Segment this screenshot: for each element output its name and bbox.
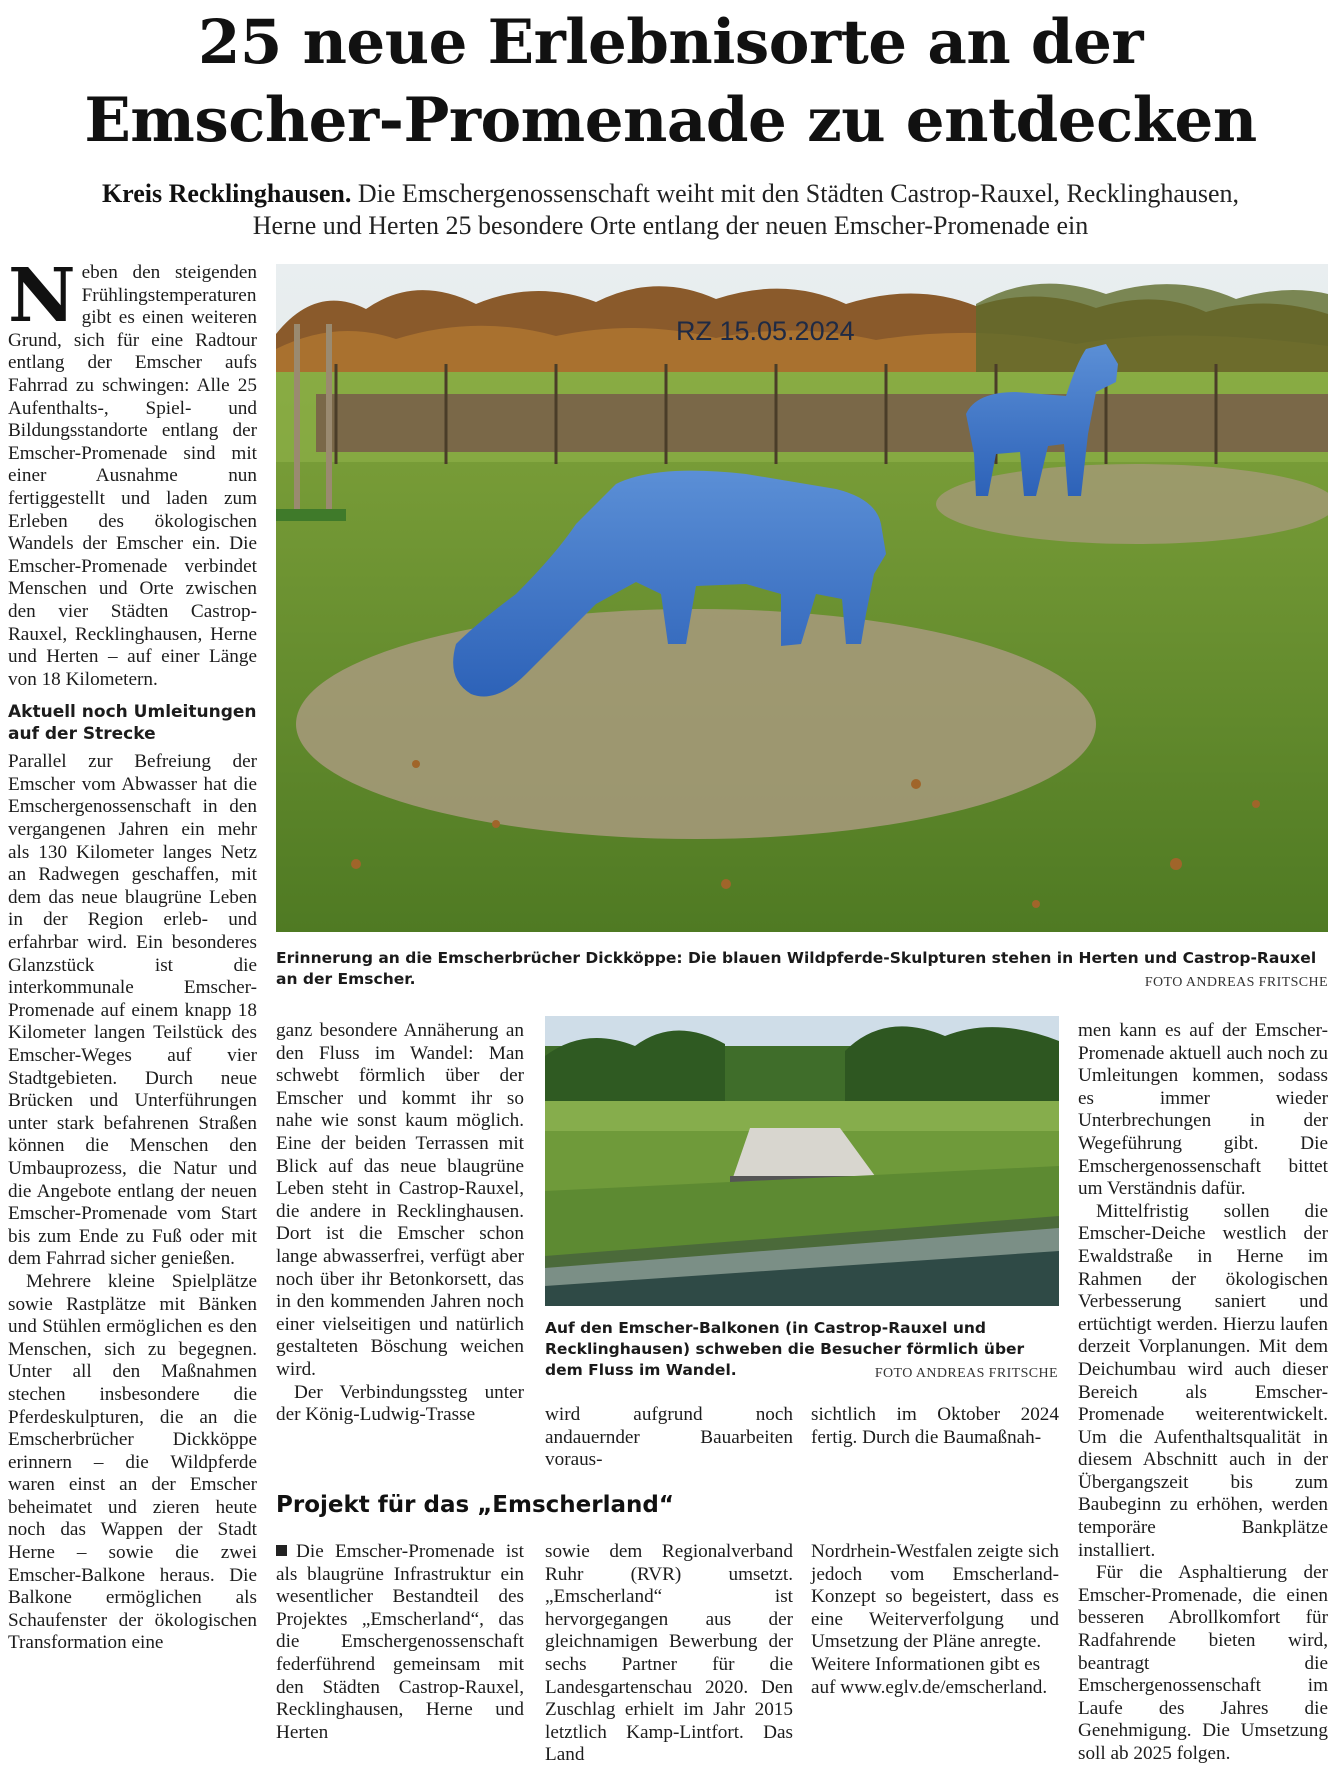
headline-line-1: 25 neue Erlebnisorte an der — [197, 7, 1144, 78]
horse-sculptures-image — [276, 264, 1328, 932]
intro-text: eben den steigenden Frühlingstemperaturen gibt es einen weiteren Grund, sich für eine Radtour entlang der Emscher aufs Fahrrad zu schwingen: Alle 25 Aufenthalts-, Spiel- und Bildungsstandorte entlang der Emscher-Promenade sind mit einer Ausnahme nun fertiggestellt und laden zum Erleben des ökologischen Wandels der Emscher ein. Die Emscher-Promenade verbindet Menschen und Orte zwischen den vier Städten Castrop-Rauxel, Recklinghausen, Herne und Herten – auf einer Länge von 18 Kilometern. — [8, 262, 257, 690]
article-column-3-top — [545, 1404, 793, 1472]
article-column-4-top — [811, 1404, 1059, 1449]
photo-emscher-balkon — [545, 1016, 1059, 1306]
paragraph-asphaltierung: Für die Asphaltierung der Emscher-Promenade, die einen besseren Abrollkomfort für Radfahrende bieten wird, beantragt die Emschergenossenschaft im Laufe des Jahres die Genehmigung. Die Umsetzung soll ab 2025 folgen. — [1078, 1562, 1328, 1764]
article-column-5 — [1078, 1020, 1328, 1766]
bullet-icon — [276, 1545, 287, 1556]
paragraph-3: Mehrere kleine Spielplätze sowie Rastplätze mit Bänken und Stühlen ermöglichen es den Menschen, sich zu begegnen. Unter all den Maßnahmen stechen insbesondere die Pferdeskulpturen, die an die Emscherbrücher Dickköppe erinnern – die Wildpferde waren einst an der Emscher beheimatet und zieren heute noch das Wappen der Stadt Herne – sowie die zwei Emscher-Balkone heraus. Die Balkone ermöglichen als Schaufenster der ökologischen Transformation eine — [8, 1270, 257, 1654]
box-column-1 — [276, 1541, 524, 1744]
deck — [0, 178, 1341, 242]
photo-credit-2: FOTO ANDREAS FRITSCHE — [874, 1366, 1058, 1381]
emscher-balkon-image — [545, 1016, 1059, 1306]
photo-credit-1: FOTO ANDREAS FRITSCHE — [1144, 975, 1328, 990]
paragraph-2: Parallel zur Befreiung der Emscher vom Abwasser hat die Emschergenossenschaft in den vergangenen Jahren ein mehr als 130 Kilometer langes Netz an Radwegen geschaffen, mit dem das neue blaugrüne Leben in der Region erleb- und erfahrbar wird. Ein besonderes Glanzstück ist die interkommunale Emscher-Promenade auf einem knapp 18 Kilometer langen Teilstück des Emscher-Weges auf vier Stadtgebieten. Durch neue Brücken und Unterführungen unter stark befahrenen Straßen können die Menschen den Umbauprozess, die Natur und die Angebote entlang der neuen Emscher-Promenade vom Start bis zum Ende zu Fuß oder mit dem Fahrrad sicher genießen. — [8, 751, 257, 1270]
headline — [0, 4, 1341, 160]
article-column-2 — [276, 1020, 524, 1427]
box-text-info-link: Weitere Informationen gibt es auf www.eglv.de/emscherland. — [811, 1653, 1048, 1698]
paragraph-oktober: sichtlich im Oktober 2024 fertig. Durch die Baumaßnah- — [811, 1404, 1059, 1448]
box-text-1: Die Emscher-Promenade ist als blaugrüne Infrastruktur ein wesentlicher Bestandteil des Projektes „Emscherland“, das die Emschergenossenschaft federführend gemeinsam mit den Städten Castrop-Rauxel, Recklinghausen, Herne und Herten — [276, 1541, 524, 1743]
caption-horse-photo: Erinnerung an die Emscherbrücher Dickköppe: Die blauen Wildpferde-Skulpturen stehen in Herten und Castrop-Rauxel an der Emscher. — [276, 949, 1317, 988]
date-stamp: RZ 15.05.2024 — [676, 316, 855, 346]
paragraph-intro — [8, 253, 257, 691]
caption-balkon-photo: Auf den Emscher-Balkonen (in Castrop-Rauxel und Recklinghausen) schweben die Besucher förmlich über dem Fluss im Wandel. — [545, 1319, 1025, 1379]
paragraph-deiche: Mittelfristig sollen die Emscher-Deiche westlich der Ewaldstraße in Herne im Rahmen der ökologischen Verbesserung saniert und ertüchtigt werden. Hierzu laufen derzeit Vorplanungen. Mit dem Deichumbau wird auch dieser Bereich als Emscher-Promenade weiterentwickelt. Um die Aufenthaltsqualität in diesem Abschnitt auch in der Übergangszeit bis zum Baubeginn zu erhöhen, werden temporäre Bankplätze installiert. — [1078, 1200, 1328, 1561]
paragraph-balkone: ganz besondere Annäherung an den Fluss im Wandel: Man schwebt förmlich über der Emscher und kommt ihr so nahe wie sonst kaum möglich. Eine der beiden Terrassen mit Blick auf das neue blaugrüne Leben steht in Castrop-Rauxel, die andere in Recklinghausen. Dort ist die Emscher schon lange abwasserfrei, verfügt aber noch über ihr Betonkorsett, das in den kommenden Jahren noch einer vielseitigen und natürlich gestalteten Böschung weichen wird. — [276, 1020, 524, 1380]
photo-horse-sculptures — [276, 264, 1328, 932]
box-headline: Projekt für das „Emscherland“ — [276, 1492, 674, 1518]
box-column-2 — [545, 1541, 793, 1767]
box-text-2: sowie dem Regionalverband Ruhr (RVR) umsetzt. „Emscherland“ ist hervorgegangen aus der gleichnamigen Bewerbung der sechs Partner für die Landesgartenschau 2020. Den Zuschlag erhielt im Jahr 2015 letztlich Kamp-Lintfort. Das Land — [545, 1541, 793, 1766]
headline-line-2: Emscher-Promenade zu entdecken — [84, 85, 1257, 156]
deck-line-1: Die Emschergenossenschaft weiht mit den Städten Castrop-Rauxel, Recklinghausen, — [357, 179, 1240, 208]
paragraph-verbindungssteg: Der Verbindungssteg unter der König-Ludwig-Trasse — [276, 1381, 524, 1426]
subheading-umleitungen: Aktuell noch Umleitungen auf der Strecke — [8, 702, 257, 745]
deck-lead: Kreis Recklinghausen. — [101, 179, 352, 208]
article-column-1 — [8, 253, 257, 1655]
deck-line-2: Herne und Herten 25 besondere Orte entlang der neuen Emscher-Promenade ein — [252, 211, 1089, 240]
drop-cap: N — [8, 253, 76, 339]
paragraph-umleitungen: men kann es auf der Emscher-Promenade aktuell auch noch zu Umleitungen kommen, sodass es immer wieder Unterbrechungen in der Wegeführung gibt. Die Emschergenossenschaft bittet um Verständnis dafür. — [1078, 1020, 1328, 1200]
box-column-3 — [811, 1541, 1059, 1699]
box-text-3: Nordrhein-Westfalen zeigte sich jedoch vom Emscherland-Konzept so begeistert, dass es eine Weiterverfolgung und Umsetzung der Pläne anregte. — [811, 1541, 1059, 1653]
paragraph-bauarbeiten: wird aufgrund noch andauernder Bauarbeiten voraus- — [545, 1404, 793, 1471]
